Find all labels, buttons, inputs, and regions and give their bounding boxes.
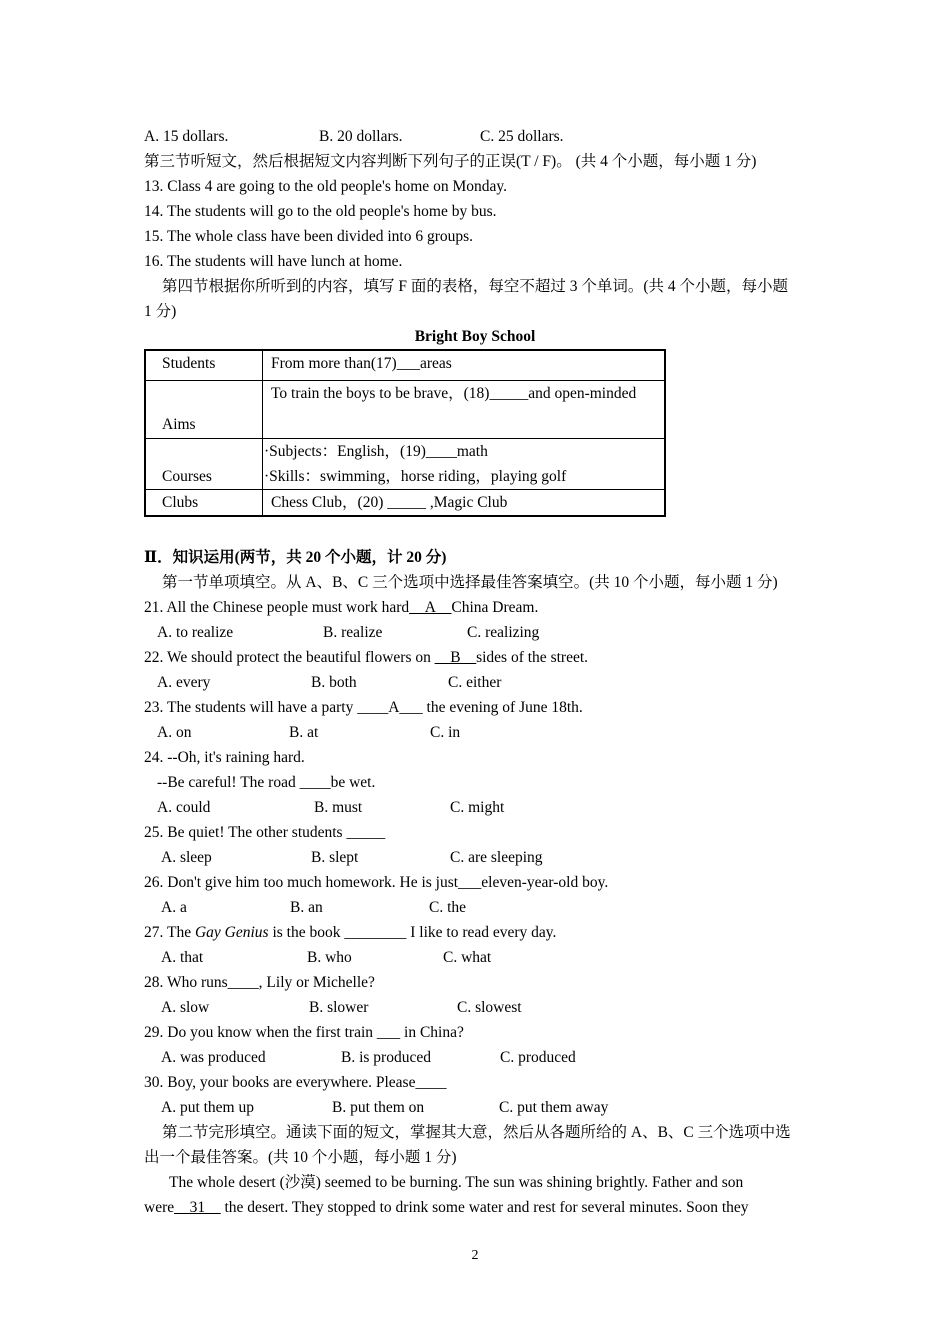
option-b: B. both <box>311 674 357 691</box>
part2-section1-heading: 第一节单项填空。从 A、B、C 三个选项中选择最佳答案填空。(共 10 个小题，每小题 1 分) <box>162 574 778 591</box>
passage-line <box>144 1195 806 1220</box>
passage-line: The whole desert (沙漠) seemed to be burning. The sun was shining brightly. Father and son <box>169 1174 744 1191</box>
option-a: A. could <box>157 799 211 816</box>
option-a: A. to realize <box>157 624 234 641</box>
option-b: B. realize <box>323 624 383 641</box>
tf-item-15: 15. The whole class have been divided into 6 groups. <box>144 228 474 245</box>
option-b: B. slept <box>311 849 359 866</box>
option-b: B. slower <box>309 999 369 1016</box>
option-c: C. are sleeping <box>450 849 543 866</box>
question-text: China Dream. <box>451 599 539 616</box>
options-25 <box>144 845 806 870</box>
option-c: C. what <box>443 949 492 966</box>
option-a: A. that <box>161 949 204 966</box>
option-a: A. was produced <box>161 1049 266 1066</box>
question-27 <box>144 920 806 945</box>
option-row-q12 <box>144 124 806 149</box>
question-23: 23. The students will have a party ____A___ the evening of June 18th. <box>144 699 583 716</box>
question-24-line2: --Be careful! The road ____be wet. <box>157 774 376 791</box>
question-text: is the book ________ I like to read every day. <box>268 924 557 941</box>
question-text: 21. All the Chinese people must work hard <box>144 599 410 616</box>
answer-blank: __B__ <box>434 649 477 666</box>
question-24: 24. --Oh, it's raining hard. <box>144 749 305 766</box>
section4-heading-cont: 1 分) <box>144 303 177 320</box>
part2-section2-heading: 第二节完形填空。通读下面的短文，掌握其大意，然后从各题所给的 A、B、C 三个选项中选 <box>162 1124 791 1141</box>
question-28: 28. Who runs____, Lily or Michelle? <box>144 974 375 991</box>
option-b: B. 20 dollars. <box>319 128 403 145</box>
option-c: C. slowest <box>457 999 522 1016</box>
row-value: To train the boys to be brave，(18)_____and open-minded <box>263 380 666 438</box>
option-a: A. a <box>161 899 187 916</box>
cloze-passage <box>144 1170 806 1220</box>
row-value: From more than(17)___areas <box>263 350 666 380</box>
section4-heading: 第四节根据你所听到的内容，填写 F 面的表格，每空不超过 3 个单词。(共 4 个小题，每小题 <box>162 278 789 295</box>
passage-text: the desert. They stopped to drink some water and rest for several minutes. Soon they <box>220 1199 749 1216</box>
table-title: Bright Boy School <box>414 328 536 345</box>
option-a: A. 15 dollars. <box>144 128 229 145</box>
option-a: A. put them up <box>161 1099 254 1116</box>
answer-blank: __A__ <box>409 599 452 616</box>
question-22 <box>144 645 806 670</box>
question-text: sides of the street. <box>476 649 589 666</box>
table-row <box>145 380 665 438</box>
options-27 <box>144 945 806 970</box>
section3-heading: 第三节听短文，然后根据短文内容判断下列句子的正误(T / F)。 (共 4 个小题，每小题 1 分) <box>144 153 757 170</box>
option-b: B. an <box>290 899 323 916</box>
row-value <box>263 438 666 489</box>
page-number: 2 <box>471 1248 479 1263</box>
tf-item-14: 14. The students will go to the old people's home by bus. <box>144 203 497 220</box>
skills-line: ·Skills：swimming，horse riding，playing golf <box>264 467 567 485</box>
options-23 <box>144 720 806 745</box>
option-b: B. who <box>307 949 352 966</box>
option-c: C. realizing <box>467 624 540 641</box>
question-text: 27. The <box>144 924 195 941</box>
row-label: Students <box>145 350 263 380</box>
row-label: Aims <box>145 380 263 438</box>
tf-item-13: 13. Class 4 are going to the old people's home on Monday. <box>144 178 507 195</box>
part2-section2-heading-cont: 出一个最佳答案。(共 10 个小题，每小题 1 分) <box>144 1149 457 1166</box>
options-28 <box>144 995 806 1020</box>
table-row <box>145 350 665 380</box>
options-29 <box>144 1045 806 1070</box>
options-22 <box>144 670 806 695</box>
book-title: Gay Genius <box>194 924 269 941</box>
option-c: C. the <box>429 899 467 916</box>
question-text: 22. We should protect the beautiful flowers on <box>144 649 435 666</box>
question-29: 29. Do you know when the first train ___ in China? <box>144 1024 464 1041</box>
options-24 <box>144 795 806 820</box>
option-c: C. might <box>450 799 505 816</box>
options-26 <box>144 895 806 920</box>
part2-heading: Ⅱ．知识运用(两节，共 20 个小题，计 20 分) <box>144 549 447 566</box>
option-c: C. in <box>430 724 461 741</box>
option-b: B. must <box>314 799 363 816</box>
tf-item-16: 16. The students will have lunch at home. <box>144 253 403 270</box>
table-row <box>145 438 665 489</box>
cloze-blank-31: __31__ <box>174 1199 221 1216</box>
option-b: B. is produced <box>341 1049 431 1066</box>
exam-page <box>144 124 806 1220</box>
option-a: A. slow <box>161 999 210 1016</box>
option-c: C. either <box>448 674 502 691</box>
question-25: 25. Be quiet! The other students _____ <box>144 824 386 841</box>
passage-text: were <box>144 1199 175 1216</box>
option-b: B. put them on <box>332 1099 425 1116</box>
option-a: A. every <box>157 674 211 691</box>
subjects-line: ·Subjects：English，(19)____math <box>264 442 488 460</box>
row-label: Clubs <box>145 489 263 516</box>
option-b: B. at <box>289 724 319 741</box>
table-row <box>145 489 665 516</box>
options-30 <box>144 1095 806 1120</box>
row-value: Chess Club，(20) _____ ,Magic Club <box>263 489 666 516</box>
option-c: C. 25 dollars. <box>480 128 564 145</box>
question-21 <box>144 595 806 620</box>
option-a: A. on <box>157 724 192 741</box>
question-26: 26. Don't give him too much homework. He is just___eleven-year-old boy. <box>144 874 609 891</box>
info-table <box>144 349 666 517</box>
row-label: Courses <box>145 438 263 489</box>
option-c: C. put them away <box>499 1099 609 1116</box>
question-30: 30. Boy, your books are everywhere. Please____ <box>144 1074 447 1091</box>
option-a: A. sleep <box>161 849 212 866</box>
options-21 <box>144 620 806 645</box>
option-c: C. produced <box>500 1049 576 1066</box>
